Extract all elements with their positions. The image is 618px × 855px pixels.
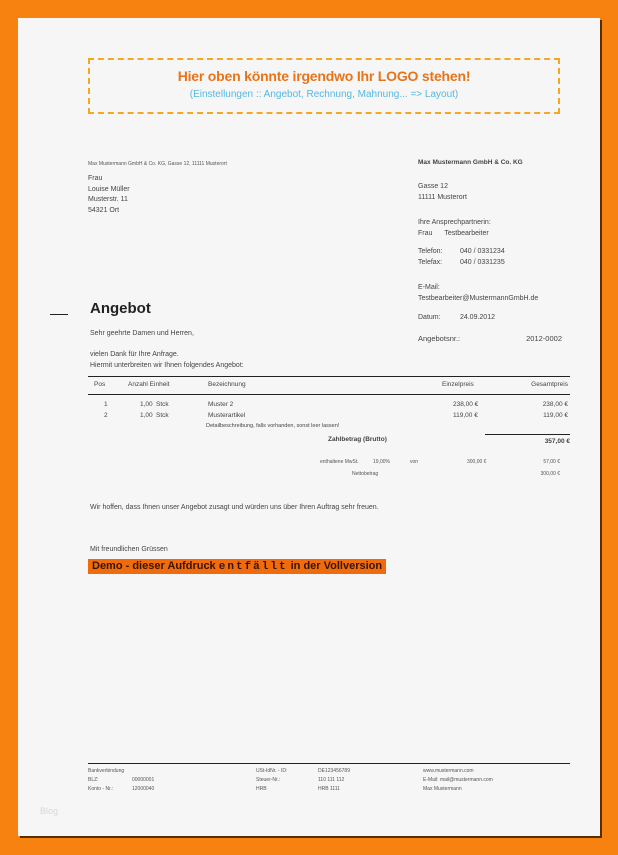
demo-spaced: entfällt xyxy=(218,561,288,573)
recipient-salutation: Frau xyxy=(88,175,103,182)
footer-owner: Max Mustermann xyxy=(423,786,462,792)
header-pos: Pos xyxy=(94,381,106,388)
footer-tax-ids xyxy=(256,767,350,794)
footer-row: BLZ: 00000001 xyxy=(88,777,155,783)
row-description: Musterartikel xyxy=(208,412,246,419)
intro-line-2: Hiermit unterbreiten wir Ihnen folgendes Angebot: xyxy=(90,361,244,369)
tax-value: 57,00 € xyxy=(543,459,560,465)
row-pos: 2 xyxy=(104,412,108,419)
invoice-page xyxy=(18,18,600,836)
footer-row: Steuer-Nr.: 110 111 112 xyxy=(256,777,345,783)
table-row xyxy=(88,401,570,410)
tax-of: von xyxy=(410,459,419,465)
intro-text xyxy=(90,350,244,371)
logo-placeholder xyxy=(88,58,560,114)
header-qty-unit: Anzahl Einheit xyxy=(128,381,170,388)
table-header-rule xyxy=(88,394,570,395)
row-qty: 1,00 xyxy=(140,412,153,419)
footer-bank xyxy=(88,767,154,794)
tax-rate: 19,00% xyxy=(373,459,390,465)
total-label: Zahlbetrag (Brutto) xyxy=(328,436,387,443)
tax-base: 300,00 € xyxy=(467,459,487,465)
footer-contact xyxy=(423,767,493,794)
row-description: Muster 2 xyxy=(208,401,234,408)
row-unit-price: 238,00 € xyxy=(453,401,479,408)
phone-row xyxy=(418,247,505,258)
footer-row: USt-IdNr. - ID: DE123456789 xyxy=(256,768,350,774)
fax-value: 040 / 0331235 xyxy=(459,258,505,266)
row-pos: 1 xyxy=(104,401,108,408)
fax-row xyxy=(418,258,505,269)
row-total-price: 119,00 € xyxy=(543,412,568,419)
total-value: 357,00 € xyxy=(544,438,570,445)
contact-name: Testbearbeiter xyxy=(444,229,489,237)
company-city: 11111 Musterort xyxy=(418,193,467,201)
phone-label: Telefon: xyxy=(418,248,443,255)
row-qty: 1,00 xyxy=(140,401,153,408)
phone-block xyxy=(418,247,505,268)
contact-label: Ihre Ansprechpartnerin: xyxy=(418,219,491,226)
contact-person xyxy=(418,229,491,240)
offer-number-value: 2012-0002 xyxy=(526,334,562,343)
email-value[interactable]: Testbearbeiter@MustermannGmbH.de xyxy=(418,294,539,302)
fax-label: Telefax: xyxy=(418,258,443,266)
closing-text: Wir hoffen, dass Ihnen unser Angebot zusagt und würden uns über Ihren Auftrag sehr freuen. xyxy=(90,504,379,511)
date-row xyxy=(418,313,495,324)
table-header xyxy=(88,381,570,391)
document-title: Angebot xyxy=(90,300,151,317)
footer-rule xyxy=(88,763,570,764)
net-label: Nettobetrag xyxy=(352,471,379,477)
demo-prefix: Demo - dieser Aufdruck xyxy=(92,560,216,572)
row-unit: Stck xyxy=(156,401,169,408)
total-rule xyxy=(485,434,570,435)
contact-prefix: Frau xyxy=(418,229,433,237)
header-description: Bezeichnung xyxy=(208,381,246,388)
footer-row: HRB HRB 1111 xyxy=(256,786,340,792)
footer-website[interactable]: www.mustermann.com xyxy=(423,768,474,774)
intro-line-1: vielen Dank für Ihre Anfrage. xyxy=(90,351,179,358)
watermark: Blog xyxy=(40,806,59,816)
header-unit-price: Einzelpreis xyxy=(442,381,474,388)
greeting: Sehr geehrte Damen und Herren, xyxy=(90,330,194,337)
net-value: 300,00 € xyxy=(540,471,560,477)
date-label: Datum: xyxy=(418,314,441,321)
offer-number-row xyxy=(418,334,562,345)
sender-line: Max Mustermann GmbH & Co. KG, Gasse 12, 11111 Musterort xyxy=(88,161,227,167)
company-address xyxy=(418,182,467,203)
footer-row: Konto - Nr.: 12000040 xyxy=(88,786,155,792)
recipient-city: 54321 Ort xyxy=(88,206,120,214)
fold-mark xyxy=(50,314,68,315)
tax-label: enthaltene MwSt. xyxy=(320,459,359,465)
company-street: Gasse 12 xyxy=(418,183,448,190)
table-row xyxy=(88,412,570,421)
logo-subtitle: (Einstellungen :: Angebot, Rechnung, Mahnung... => Layout) xyxy=(189,89,459,100)
header-total-price: Gesamtpreis xyxy=(531,381,568,388)
demo-suffix: in der Vollversion xyxy=(290,560,383,572)
phone-value: 040 / 0331234 xyxy=(459,248,505,255)
offer-number-label: Angebotsnr.: xyxy=(418,334,461,343)
footer-email[interactable]: E-Mail: mail@mustermann.com xyxy=(423,777,493,783)
recipient-name: Louise Müller xyxy=(88,185,130,193)
footer-row: Bankverbindung xyxy=(88,768,125,774)
company-name: Max Mustermann GmbH & Co. KG xyxy=(418,159,523,166)
row-unit-price: 119,00 € xyxy=(453,412,478,419)
recipient-street: Musterstr. 11 xyxy=(88,196,128,203)
email-label: E-Mail: xyxy=(418,284,440,291)
row-total-price: 238,00 € xyxy=(542,401,568,408)
email-block xyxy=(418,283,538,304)
logo-title: Hier oben könnte irgendwo Ihr LOGO stehen! xyxy=(177,68,471,84)
row-unit: Stck xyxy=(156,412,169,419)
recipient-address xyxy=(88,174,130,216)
regards: Mit freundlichen Grüssen xyxy=(90,546,168,553)
row-detail: Detailbeschreibung, falls vorhanden, sonst leer lassen! xyxy=(206,423,340,429)
contact-block xyxy=(418,218,491,239)
table-top-rule xyxy=(88,376,570,377)
demo-banner xyxy=(88,559,386,574)
date-value: 24.09.2012 xyxy=(459,314,495,321)
